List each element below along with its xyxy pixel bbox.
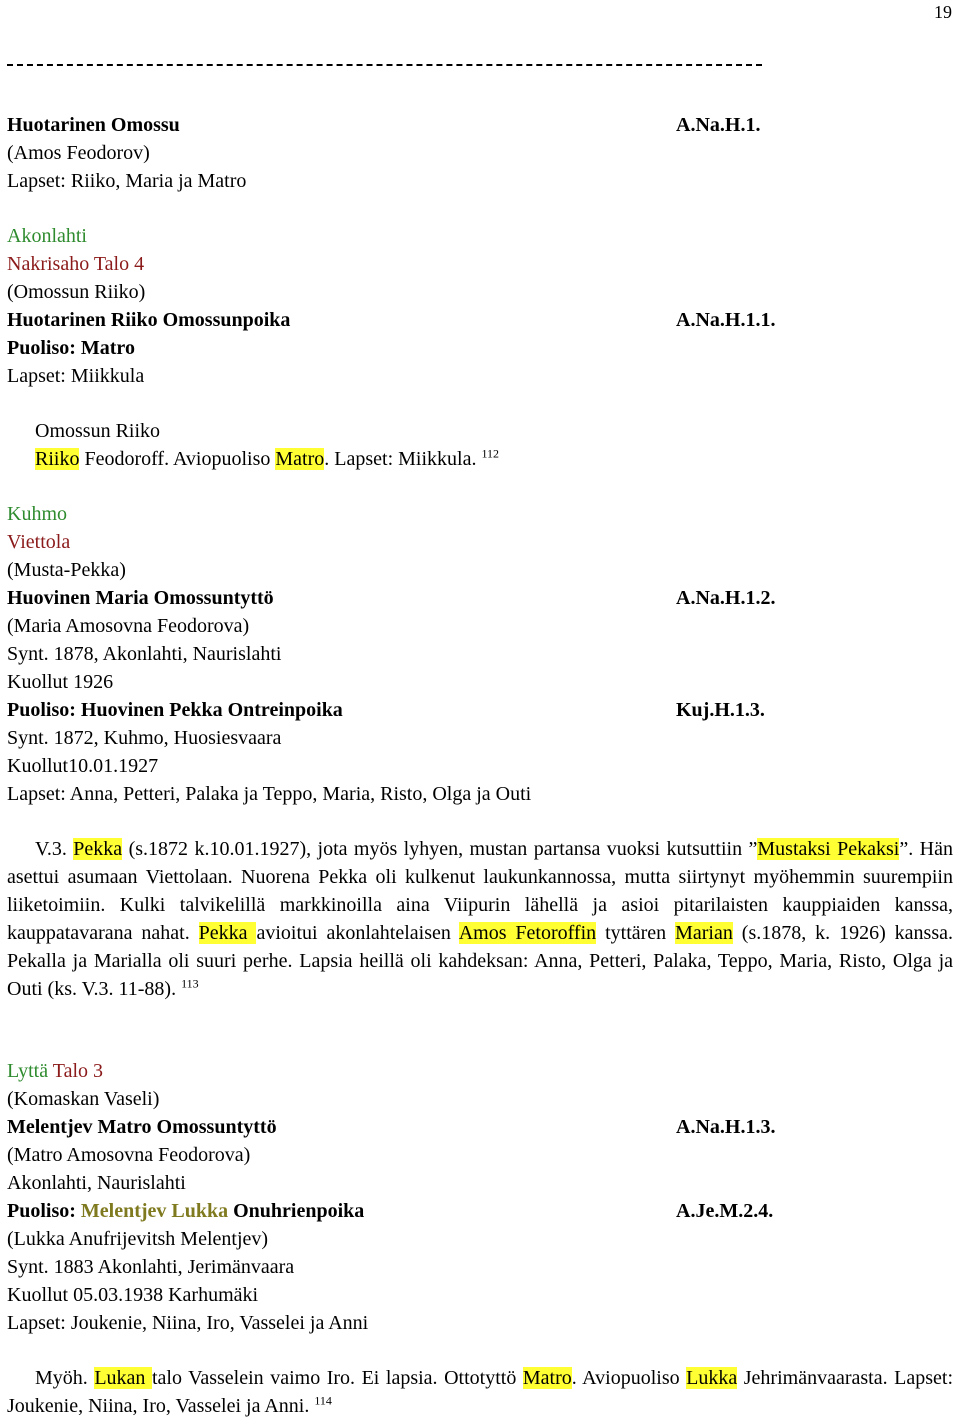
para-text: (s.1872 k.10.01.1927), jota myös lyhyen, mustan partansa vuoksi kutsuttiin ” — [122, 838, 758, 860]
narrative-paragraph — [7, 835, 953, 1003]
place-name: Kuhmo — [7, 503, 67, 525]
children-line: Lapset: Riiko, Maria ja Matro — [7, 170, 247, 192]
person-alias: (Komaskan Vaseli) — [7, 1088, 160, 1110]
spouse-patronymic: Onuhrienpoika — [228, 1200, 365, 1222]
person-alias: (Matro Amosovna Feodorova) — [7, 1144, 251, 1166]
para-text: V.3. — [35, 838, 74, 860]
person-name: Huotarinen Omossu — [7, 114, 180, 136]
person-alias: (Lukka Anufrijevitsh Melentjev) — [7, 1228, 269, 1250]
highlight-lukan: Lukan — [94, 1367, 152, 1389]
page-number: 19 — [934, 2, 952, 22]
spouse-label: Puoliso: — [7, 1200, 81, 1222]
note-text: Feodoroff. Aviopuoliso — [79, 448, 276, 470]
footnote-ref: 114 — [314, 1393, 332, 1408]
person-alias: (Omossun Riiko) — [7, 281, 146, 303]
house-name: Talo 3 — [48, 1060, 104, 1082]
highlight-pekka: Pekka — [198, 922, 257, 944]
genealogy-code: A.Je.M.2.4. — [676, 1200, 774, 1222]
highlight-lukka: Lukka — [686, 1367, 738, 1389]
highlight-pekka: Pekka — [73, 838, 123, 860]
highlight-matro: Matro — [522, 1367, 572, 1389]
footnote-ref: 113 — [181, 976, 199, 991]
death-line: Kuollut 05.03.1938 Karhumäki — [7, 1284, 259, 1306]
genealogy-code: Kuj.H.1.3. — [676, 699, 765, 721]
person-name: Melentjev Matro Omossuntyttö — [7, 1116, 277, 1138]
house-name: Viettola — [7, 531, 71, 553]
birth-line: Synt. 1872, Kuhmo, Huosiesvaara — [7, 727, 282, 749]
para-text: avioitui akonlahtelaisen — [256, 922, 459, 944]
genealogy-code: A.Na.H.1.3. — [676, 1116, 776, 1138]
person-alias: (Musta-Pekka) — [7, 559, 126, 581]
para-text: Myöh. — [35, 1367, 95, 1389]
genealogy-code: A.Na.H.1.1. — [676, 309, 776, 331]
birth-line: Synt. 1883 Akonlahti, Jerimänvaara — [7, 1256, 295, 1278]
para-text: Jehrimänvaarasta. Lapset: Joukenie, Niina, Iro, Vasselei ja Anni. — [7, 1367, 953, 1417]
place-name: Akonlahti — [7, 225, 87, 247]
person-alias: (Amos Feodorov) — [7, 142, 150, 164]
para-text: tyttären — [596, 922, 676, 944]
place-house-line — [7, 1059, 103, 1083]
footnote-ref: 112 — [481, 446, 500, 461]
note-line — [35, 447, 499, 471]
genealogy-code: A.Na.H.1.2. — [676, 587, 776, 609]
death-line: Kuollut10.01.1927 — [7, 755, 159, 777]
person-name: Huotarinen Riiko Omossunpoika — [7, 309, 291, 331]
spouse-line: Puoliso: Huovinen Pekka Ontreinpoika — [7, 699, 343, 721]
highlight-matro: Matro — [275, 448, 325, 470]
spouse-line: Puoliso: Matro — [7, 337, 135, 359]
genealogy-code: A.Na.H.1. — [676, 114, 761, 136]
para-text: . Aviopuoliso — [571, 1367, 687, 1389]
children-line: Lapset: Miikkula — [7, 365, 145, 387]
children-line: Lapset: Joukenie, Niina, Iro, Vasselei ja Anni — [7, 1312, 369, 1334]
house-name: Nakrisaho Talo 4 — [7, 253, 145, 275]
children-line: Lapset: Anna, Petteri, Palaka ja Teppo, Maria, Risto, Olga ja Outi — [7, 783, 532, 805]
highlight-riiko: Riiko — [35, 448, 80, 470]
highlight-mustaksi-pekaksi: Mustaksi Pekaksi — [757, 838, 900, 860]
highlight-amos-fetoroffin: Amos Fetoroffin — [458, 922, 597, 944]
death-line: Kuollut 1926 — [7, 671, 114, 693]
highlight-marian: Marian — [675, 922, 733, 944]
spouse-line — [7, 1199, 364, 1223]
note-title: Omossun Riiko — [35, 420, 161, 442]
origin-line: Akonlahti, Naurislahti — [7, 1172, 186, 1194]
place-name: Lyttä — [7, 1060, 49, 1082]
person-name: Huovinen Maria Omossuntyttö — [7, 587, 274, 609]
dashed-separator — [7, 64, 762, 66]
birth-line: Synt. 1878, Akonlahti, Naurislahti — [7, 643, 282, 665]
narrative-paragraph — [7, 1364, 953, 1420]
para-text: ”. Hän asettui asumaan Viettolaan. Nuorena Pekka oli kulkenut laukunkannossa, mutta siirtynyt myöhemmin suurempiin liiketoimiin. Kulki talvikelillä markkinoilla aina Viipurin lähellä ja asioi pitarilaisten kauppiaiden kanssa, kauppatavarana nahat. — [7, 838, 953, 944]
para-text: talo Vasselein vaimo Iro. Ei lapsia. Ottotyttö — [151, 1367, 523, 1389]
note-text: . Lapset: Miikkula. — [324, 448, 482, 470]
spouse-name-link: Melentjev Lukka — [80, 1200, 229, 1222]
para-text: (s.1878, k. 1926) kanssa. Pekalla ja Marialla oli suuri perhe. Lapsia heillä oli kahdeksan: Anna, Petteri, Palaka, Teppo, Maria, Risto, Olga ja Outi (ks. V.3. 11-88). — [7, 922, 953, 1000]
person-alias: (Maria Amosovna Feodorova) — [7, 615, 250, 637]
